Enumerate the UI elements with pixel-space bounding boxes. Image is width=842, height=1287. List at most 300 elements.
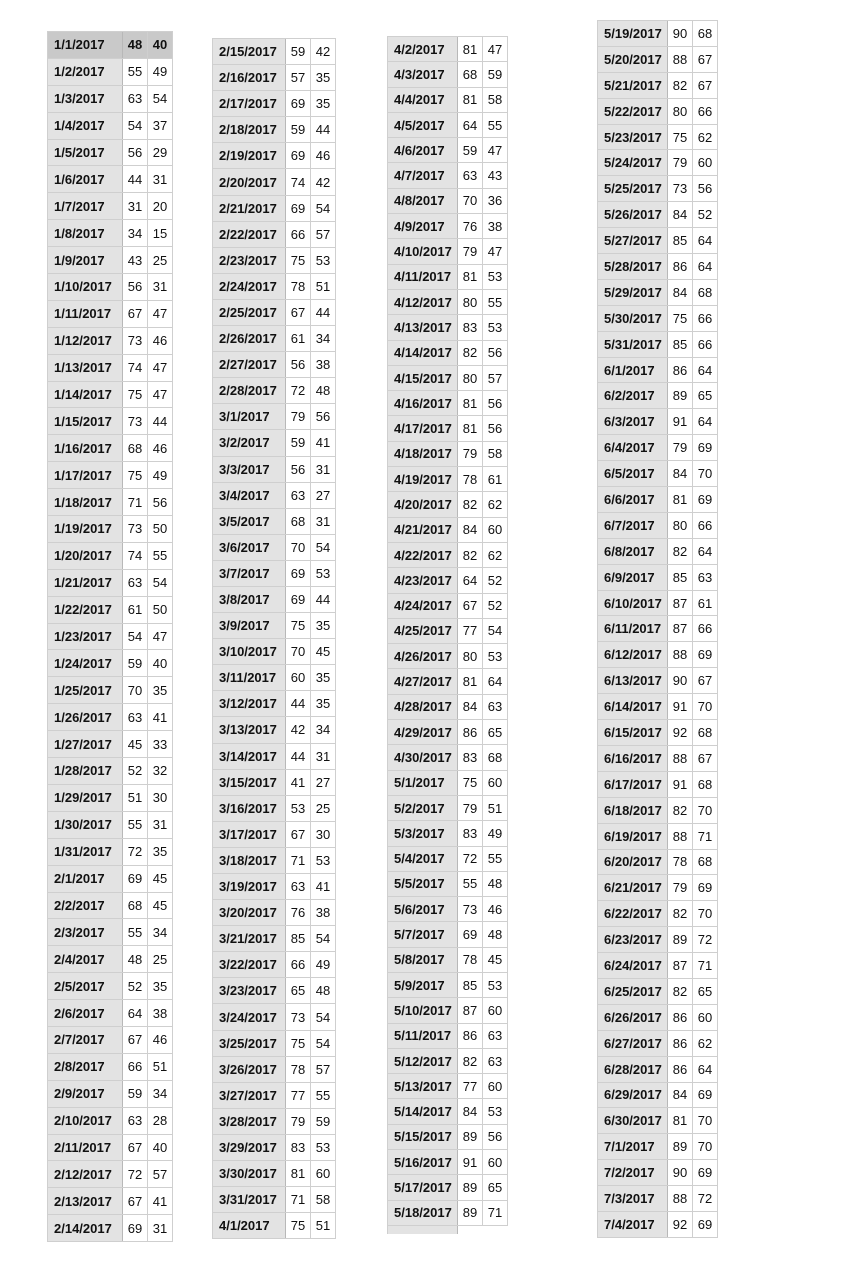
- cell-high[interactable]: 79: [458, 239, 483, 263]
- cell-date[interactable]: 4/8/2017: [388, 189, 458, 213]
- cell-high[interactable]: 54: [123, 113, 148, 139]
- cell-low[interactable]: 42: [311, 39, 336, 64]
- cell-low[interactable]: 55: [148, 543, 173, 569]
- cell-low[interactable]: 69: [693, 1083, 718, 1108]
- cell-date[interactable]: 2/15/2017: [213, 39, 286, 64]
- cell-low[interactable]: 44: [311, 587, 336, 612]
- cell-high[interactable]: 79: [458, 796, 483, 820]
- cell-low[interactable]: 46: [148, 1027, 173, 1053]
- cell-high[interactable]: 82: [668, 798, 693, 823]
- cell-date[interactable]: 3/19/2017: [213, 874, 286, 899]
- cell-high[interactable]: 63: [123, 704, 148, 730]
- cell-high[interactable]: 87: [668, 616, 693, 641]
- cell-high[interactable]: 89: [458, 1125, 483, 1149]
- cell-date[interactable]: 3/6/2017: [213, 535, 286, 560]
- cell-high[interactable]: 82: [668, 539, 693, 564]
- cell-date[interactable]: 3/22/2017: [213, 952, 286, 977]
- cell-date[interactable]: 6/24/2017: [598, 953, 668, 978]
- cell-low[interactable]: 54: [483, 619, 508, 643]
- cell-low[interactable]: 40: [148, 1135, 173, 1161]
- cell-date[interactable]: 3/10/2017: [213, 639, 286, 664]
- cell-date[interactable]: 5/18/2017: [388, 1201, 458, 1225]
- cell-date[interactable]: 2/16/2017: [213, 65, 286, 90]
- cell-low[interactable]: 25: [311, 796, 336, 821]
- cell-high[interactable]: 63: [286, 483, 311, 508]
- cell-low[interactable]: 70: [693, 461, 718, 486]
- cell-date[interactable]: 3/1/2017: [213, 404, 286, 429]
- cell-date[interactable]: 4/24/2017: [388, 594, 458, 618]
- cell-low[interactable]: 31: [311, 457, 336, 482]
- cell-high[interactable]: 90: [668, 668, 693, 693]
- cell-low[interactable]: 57: [148, 1161, 173, 1187]
- cell-high[interactable]: 81: [458, 265, 483, 289]
- cell-low[interactable]: 52: [483, 594, 508, 618]
- cell-high[interactable]: 75: [123, 462, 148, 488]
- cell-low[interactable]: 66: [693, 616, 718, 641]
- cell-low[interactable]: 53: [311, 248, 336, 273]
- cell-date[interactable]: 2/28/2017: [213, 378, 286, 403]
- cell-low[interactable]: 31: [148, 1215, 173, 1241]
- cell-high[interactable]: 91: [668, 409, 693, 434]
- cell-high[interactable]: 92: [668, 720, 693, 745]
- cell-low[interactable]: 66: [693, 99, 718, 124]
- cell-date[interactable]: 3/17/2017: [213, 822, 286, 847]
- cell-date[interactable]: 1/20/2017: [48, 543, 123, 569]
- cell-low[interactable]: 60: [483, 518, 508, 542]
- cell-high[interactable]: 63: [123, 86, 148, 112]
- cell-high[interactable]: 79: [286, 404, 311, 429]
- cell-date[interactable]: 5/7/2017: [388, 922, 458, 946]
- cell-high[interactable]: 84: [668, 461, 693, 486]
- cell-date[interactable]: 4/22/2017: [388, 543, 458, 567]
- cell-date[interactable]: 6/4/2017: [598, 435, 668, 460]
- cell-high[interactable]: 80: [458, 366, 483, 390]
- cell-low[interactable]: 53: [483, 973, 508, 997]
- cell-date[interactable]: 3/14/2017: [213, 744, 286, 769]
- cell-date[interactable]: 1/17/2017: [48, 462, 123, 488]
- cell-high[interactable]: 55: [123, 919, 148, 945]
- cell-low[interactable]: 33: [148, 731, 173, 757]
- cell-low[interactable]: 46: [483, 897, 508, 921]
- cell-high[interactable]: 59: [123, 1081, 148, 1107]
- cell-date[interactable]: 6/27/2017: [598, 1031, 668, 1056]
- cell-low[interactable]: 62: [693, 125, 718, 150]
- cell-date[interactable]: 5/19/2017: [598, 21, 668, 46]
- cell-high[interactable]: 69: [458, 922, 483, 946]
- cell-high[interactable]: 34: [123, 220, 148, 246]
- cell-high[interactable]: 70: [286, 535, 311, 560]
- cell-date[interactable]: 5/5/2017: [388, 872, 458, 896]
- cell-low[interactable]: 47: [148, 301, 173, 327]
- cell-low[interactable]: 65: [693, 383, 718, 408]
- cell-low[interactable]: 53: [311, 561, 336, 586]
- cell-high[interactable]: 67: [458, 594, 483, 618]
- cell-low[interactable]: 47: [148, 355, 173, 381]
- cell-high[interactable]: 87: [458, 998, 483, 1022]
- cell-high[interactable]: 59: [286, 39, 311, 64]
- cell-date[interactable]: 5/24/2017: [598, 150, 668, 175]
- cell-high[interactable]: 88: [668, 642, 693, 667]
- cell-high[interactable]: 82: [458, 492, 483, 516]
- cell-date[interactable]: 4/6/2017: [388, 138, 458, 162]
- cell-date[interactable]: 3/21/2017: [213, 926, 286, 951]
- cell-date[interactable]: 2/18/2017: [213, 117, 286, 142]
- cell-high[interactable]: 31: [123, 193, 148, 219]
- cell-low[interactable]: 55: [483, 113, 508, 137]
- cell-date[interactable]: 7/4/2017: [598, 1212, 668, 1237]
- cell-high[interactable]: 88: [668, 47, 693, 72]
- cell-high[interactable]: 72: [458, 847, 483, 871]
- cell-date[interactable]: 3/18/2017: [213, 848, 286, 873]
- cell-low[interactable]: 64: [693, 539, 718, 564]
- cell-date[interactable]: 5/13/2017: [388, 1074, 458, 1098]
- cell-low[interactable]: 46: [148, 435, 173, 461]
- cell-high[interactable]: 84: [458, 1099, 483, 1123]
- cell-high[interactable]: 68: [458, 62, 483, 86]
- cell-date[interactable]: 5/29/2017: [598, 280, 668, 305]
- cell-high[interactable]: 82: [668, 901, 693, 926]
- cell-date[interactable]: 1/2/2017: [48, 59, 123, 85]
- cell-date[interactable]: 6/26/2017: [598, 1005, 668, 1030]
- cell-date[interactable]: 5/23/2017: [598, 125, 668, 150]
- cell-high[interactable]: 76: [286, 900, 311, 925]
- cell-low[interactable]: 47: [148, 624, 173, 650]
- cell-low[interactable]: 69: [693, 875, 718, 900]
- cell-low[interactable]: 58: [483, 88, 508, 112]
- cell-high[interactable]: 59: [286, 117, 311, 142]
- cell-date[interactable]: 1/9/2017: [48, 247, 123, 273]
- cell-high[interactable]: 89: [668, 927, 693, 952]
- cell-date[interactable]: 6/14/2017: [598, 694, 668, 719]
- cell-date[interactable]: 5/25/2017: [598, 176, 668, 201]
- cell-high[interactable]: 69: [123, 1215, 148, 1241]
- cell-low[interactable]: 25: [148, 247, 173, 273]
- cell-low[interactable]: 64: [693, 228, 718, 253]
- cell-low[interactable]: 72: [693, 1186, 718, 1211]
- cell-low[interactable]: 70: [693, 1108, 718, 1133]
- cell-low[interactable]: 34: [148, 1081, 173, 1107]
- cell-low[interactable]: 66: [693, 332, 718, 357]
- cell-low[interactable]: 51: [311, 1213, 336, 1238]
- cell-low[interactable]: 30: [311, 822, 336, 847]
- cell-low[interactable]: 64: [693, 409, 718, 434]
- cell-high[interactable]: 86: [458, 720, 483, 744]
- cell-date[interactable]: 1/1/2017: [48, 32, 123, 58]
- cell-low[interactable]: 50: [148, 597, 173, 623]
- cell-high[interactable]: 61: [123, 597, 148, 623]
- cell-high[interactable]: 51: [123, 785, 148, 811]
- cell-high[interactable]: 90: [668, 1160, 693, 1185]
- cell-low[interactable]: 45: [148, 866, 173, 892]
- cell-date[interactable]: 4/28/2017: [388, 695, 458, 719]
- cell-date[interactable]: 6/22/2017: [598, 901, 668, 926]
- cell-high[interactable]: 84: [668, 1083, 693, 1108]
- cell-low[interactable]: 34: [148, 919, 173, 945]
- cell-date[interactable]: 1/27/2017: [48, 731, 123, 757]
- cell-low[interactable]: 42: [311, 169, 336, 194]
- cell-low[interactable]: 31: [148, 166, 173, 192]
- cell-low[interactable]: 63: [693, 565, 718, 590]
- cell-high[interactable]: 68: [123, 435, 148, 461]
- cell-high[interactable]: 79: [668, 150, 693, 175]
- cell-low[interactable]: 55: [483, 290, 508, 314]
- cell-low[interactable]: 56: [483, 416, 508, 440]
- cell-low[interactable]: 56: [693, 176, 718, 201]
- cell-date[interactable]: 1/10/2017: [48, 274, 123, 300]
- cell-date[interactable]: 6/28/2017: [598, 1057, 668, 1082]
- cell-low[interactable]: 49: [311, 952, 336, 977]
- cell-low[interactable]: 53: [311, 1135, 336, 1160]
- cell-date[interactable]: 5/10/2017: [388, 998, 458, 1022]
- cell-high[interactable]: 59: [458, 138, 483, 162]
- cell-high[interactable]: 54: [123, 624, 148, 650]
- cell-high[interactable]: 44: [123, 166, 148, 192]
- cell-low[interactable]: 34: [311, 326, 336, 351]
- cell-high[interactable]: 87: [668, 591, 693, 616]
- cell-high[interactable]: 43: [123, 247, 148, 273]
- cell-date[interactable]: 4/29/2017: [388, 720, 458, 744]
- cell-high[interactable]: 89: [458, 1175, 483, 1199]
- cell-date[interactable]: 6/23/2017: [598, 927, 668, 952]
- cell-low[interactable]: 27: [311, 483, 336, 508]
- cell-high[interactable]: 85: [668, 332, 693, 357]
- cell-low[interactable]: 54: [311, 196, 336, 221]
- cell-date[interactable]: 1/6/2017: [48, 166, 123, 192]
- cell-high[interactable]: 56: [286, 352, 311, 377]
- cell-low[interactable]: 54: [148, 570, 173, 596]
- cell-low[interactable]: 44: [148, 408, 173, 434]
- cell-date[interactable]: 5/20/2017: [598, 47, 668, 72]
- cell-date[interactable]: 1/7/2017: [48, 193, 123, 219]
- cell-date[interactable]: 3/26/2017: [213, 1057, 286, 1082]
- cell-high[interactable]: 71: [286, 848, 311, 873]
- cell-date[interactable]: 4/17/2017: [388, 416, 458, 440]
- cell-high[interactable]: 67: [123, 1027, 148, 1053]
- cell-low[interactable]: 59: [483, 62, 508, 86]
- cell-low[interactable]: 35: [148, 973, 173, 999]
- cell-date[interactable]: 1/23/2017: [48, 624, 123, 650]
- cell-date[interactable]: 6/30/2017: [598, 1108, 668, 1133]
- cell-high[interactable]: 68: [286, 509, 311, 534]
- cell-date[interactable]: 3/9/2017: [213, 613, 286, 638]
- cell-date[interactable]: 6/20/2017: [598, 850, 668, 875]
- cell-date[interactable]: 1/26/2017: [48, 704, 123, 730]
- cell-date[interactable]: 4/16/2017: [388, 391, 458, 415]
- cell-high[interactable]: 79: [668, 435, 693, 460]
- cell-high[interactable]: 86: [668, 1057, 693, 1082]
- cell-low[interactable]: 70: [693, 694, 718, 719]
- cell-date[interactable]: 3/5/2017: [213, 509, 286, 534]
- cell-date[interactable]: 3/8/2017: [213, 587, 286, 612]
- cell-date[interactable]: 3/15/2017: [213, 770, 286, 795]
- cell-high[interactable]: 83: [286, 1135, 311, 1160]
- cell-date[interactable]: 6/19/2017: [598, 824, 668, 849]
- cell-date[interactable]: 3/7/2017: [213, 561, 286, 586]
- cell-low[interactable]: 60: [483, 1150, 508, 1174]
- cell-high[interactable]: 65: [286, 978, 311, 1003]
- cell-high[interactable]: 64: [458, 568, 483, 592]
- cell-low[interactable]: 20: [148, 193, 173, 219]
- cell-date[interactable]: 6/1/2017: [598, 358, 668, 383]
- cell-date[interactable]: 2/14/2017: [48, 1215, 123, 1241]
- cell-low[interactable]: 41: [311, 430, 336, 455]
- cell-low[interactable]: 60: [693, 150, 718, 175]
- cell-high[interactable]: 85: [286, 926, 311, 951]
- cell-date[interactable]: 4/12/2017: [388, 290, 458, 314]
- cell-high[interactable]: 85: [458, 973, 483, 997]
- cell-high[interactable]: 75: [668, 125, 693, 150]
- cell-date[interactable]: 4/1/2017: [213, 1213, 286, 1238]
- cell-date[interactable]: 6/25/2017: [598, 979, 668, 1004]
- cell-low[interactable]: 27: [311, 770, 336, 795]
- cell-date[interactable]: 5/14/2017: [388, 1099, 458, 1123]
- cell-high[interactable]: 66: [286, 222, 311, 247]
- cell-date[interactable]: 5/31/2017: [598, 332, 668, 357]
- cell-date[interactable]: 5/17/2017: [388, 1175, 458, 1199]
- cell-low[interactable]: 67: [693, 746, 718, 771]
- cell-high[interactable]: 83: [458, 745, 483, 769]
- cell-high[interactable]: 70: [458, 189, 483, 213]
- cell-high[interactable]: 76: [458, 214, 483, 238]
- cell-high[interactable]: 79: [458, 442, 483, 466]
- cell-date[interactable]: 2/19/2017: [213, 143, 286, 168]
- cell-date[interactable]: 1/24/2017: [48, 650, 123, 676]
- cell-date[interactable]: 5/26/2017: [598, 202, 668, 227]
- cell-date[interactable]: 2/22/2017: [213, 222, 286, 247]
- cell-high[interactable]: 84: [458, 695, 483, 719]
- cell-low[interactable]: 59: [311, 1109, 336, 1134]
- cell-low[interactable]: 49: [148, 59, 173, 85]
- cell-low[interactable]: 45: [311, 639, 336, 664]
- cell-date[interactable]: 3/29/2017: [213, 1135, 286, 1160]
- cell-low[interactable]: 60: [483, 998, 508, 1022]
- cell-low[interactable]: 68: [693, 850, 718, 875]
- cell-high[interactable]: 64: [458, 113, 483, 137]
- cell-low[interactable]: 32: [148, 758, 173, 784]
- cell-high[interactable]: 69: [286, 561, 311, 586]
- cell-low[interactable]: 41: [148, 1188, 173, 1214]
- cell-low[interactable]: 37: [148, 113, 173, 139]
- cell-low[interactable]: 66: [693, 513, 718, 538]
- cell-date[interactable]: 1/13/2017: [48, 355, 123, 381]
- cell-low[interactable]: 53: [483, 315, 508, 339]
- cell-date[interactable]: 5/21/2017: [598, 73, 668, 98]
- cell-low[interactable]: 62: [483, 543, 508, 567]
- cell-date[interactable]: 1/5/2017: [48, 140, 123, 166]
- cell-high[interactable]: 82: [458, 1049, 483, 1073]
- cell-date[interactable]: 2/11/2017: [48, 1135, 123, 1161]
- cell-low[interactable]: 47: [483, 37, 508, 61]
- cell-date[interactable]: 4/14/2017: [388, 341, 458, 365]
- cell-low[interactable]: 64: [693, 358, 718, 383]
- cell-high[interactable]: 77: [458, 619, 483, 643]
- cell-date[interactable]: 6/21/2017: [598, 875, 668, 900]
- cell-date[interactable]: 2/5/2017: [48, 973, 123, 999]
- cell-low[interactable]: 62: [483, 492, 508, 516]
- cell-low[interactable]: 35: [311, 65, 336, 90]
- cell-low[interactable]: 53: [311, 848, 336, 873]
- cell-high[interactable]: 85: [668, 228, 693, 253]
- cell-low[interactable]: 60: [311, 1161, 336, 1186]
- cell-date[interactable]: 1/29/2017: [48, 785, 123, 811]
- cell-date[interactable]: 5/30/2017: [598, 306, 668, 331]
- cell-high[interactable]: 88: [668, 1186, 693, 1211]
- cell-date[interactable]: 4/26/2017: [388, 644, 458, 668]
- cell-high[interactable]: 67: [123, 1135, 148, 1161]
- cell-high[interactable]: 88: [668, 824, 693, 849]
- cell-high[interactable]: 66: [123, 1054, 148, 1080]
- cell-high[interactable]: 55: [123, 59, 148, 85]
- cell-low[interactable]: 58: [483, 442, 508, 466]
- cell-date[interactable]: 1/8/2017: [48, 220, 123, 246]
- cell-low[interactable]: 65: [693, 979, 718, 1004]
- cell-high[interactable]: 60: [286, 665, 311, 690]
- cell-low[interactable]: 64: [483, 669, 508, 693]
- cell-low[interactable]: 60: [483, 1074, 508, 1098]
- cell-low[interactable]: 49: [148, 462, 173, 488]
- cell-date[interactable]: 1/22/2017: [48, 597, 123, 623]
- cell-low[interactable]: 51: [148, 1054, 173, 1080]
- cell-date[interactable]: 5/12/2017: [388, 1049, 458, 1073]
- cell-high[interactable]: 64: [123, 1000, 148, 1026]
- cell-low[interactable]: 56: [483, 341, 508, 365]
- cell-date[interactable]: 4/10/2017: [388, 239, 458, 263]
- cell-high[interactable]: 89: [668, 383, 693, 408]
- cell-low[interactable]: 56: [483, 391, 508, 415]
- cell-date[interactable]: 2/4/2017: [48, 946, 123, 972]
- cell-low[interactable]: 40: [148, 32, 173, 58]
- cell-low[interactable]: 68: [693, 280, 718, 305]
- cell-date[interactable]: 2/25/2017: [213, 300, 286, 325]
- cell-high[interactable]: 82: [458, 543, 483, 567]
- cell-high[interactable]: 82: [668, 73, 693, 98]
- cell-high[interactable]: 67: [286, 822, 311, 847]
- cell-date[interactable]: 4/21/2017: [388, 518, 458, 542]
- cell-date[interactable]: 2/21/2017: [213, 196, 286, 221]
- cell-low[interactable]: 46: [311, 143, 336, 168]
- cell-high[interactable]: 48: [123, 946, 148, 972]
- cell-date[interactable]: 3/16/2017: [213, 796, 286, 821]
- cell-date[interactable]: 2/10/2017: [48, 1108, 123, 1134]
- cell-date[interactable]: 3/27/2017: [213, 1083, 286, 1108]
- cell-date[interactable]: 5/6/2017: [388, 897, 458, 921]
- cell-date[interactable]: 4/23/2017: [388, 568, 458, 592]
- cell-low[interactable]: 51: [483, 796, 508, 820]
- cell-high[interactable]: 56: [286, 457, 311, 482]
- cell-low[interactable]: 54: [311, 926, 336, 951]
- cell-high[interactable]: 69: [286, 196, 311, 221]
- cell-high[interactable]: 41: [286, 770, 311, 795]
- cell-low[interactable]: 35: [311, 613, 336, 638]
- cell-high[interactable]: 57: [286, 65, 311, 90]
- cell-date[interactable]: 4/2/2017: [388, 37, 458, 61]
- cell-high[interactable]: 63: [123, 1108, 148, 1134]
- cell-date[interactable]: 2/26/2017: [213, 326, 286, 351]
- cell-high[interactable]: 81: [458, 391, 483, 415]
- cell-low[interactable]: 47: [483, 239, 508, 263]
- cell-low[interactable]: 54: [311, 1031, 336, 1056]
- cell-high[interactable]: 48: [123, 32, 148, 58]
- cell-date[interactable]: 4/18/2017: [388, 442, 458, 466]
- cell-high[interactable]: 81: [458, 669, 483, 693]
- cell-high[interactable]: 56: [123, 274, 148, 300]
- cell-low[interactable]: 71: [693, 824, 718, 849]
- cell-low[interactable]: 65: [483, 720, 508, 744]
- cell-low[interactable]: 70: [693, 798, 718, 823]
- cell-date[interactable]: 5/27/2017: [598, 228, 668, 253]
- cell-high[interactable]: 91: [668, 772, 693, 797]
- cell-date[interactable]: 3/24/2017: [213, 1004, 286, 1029]
